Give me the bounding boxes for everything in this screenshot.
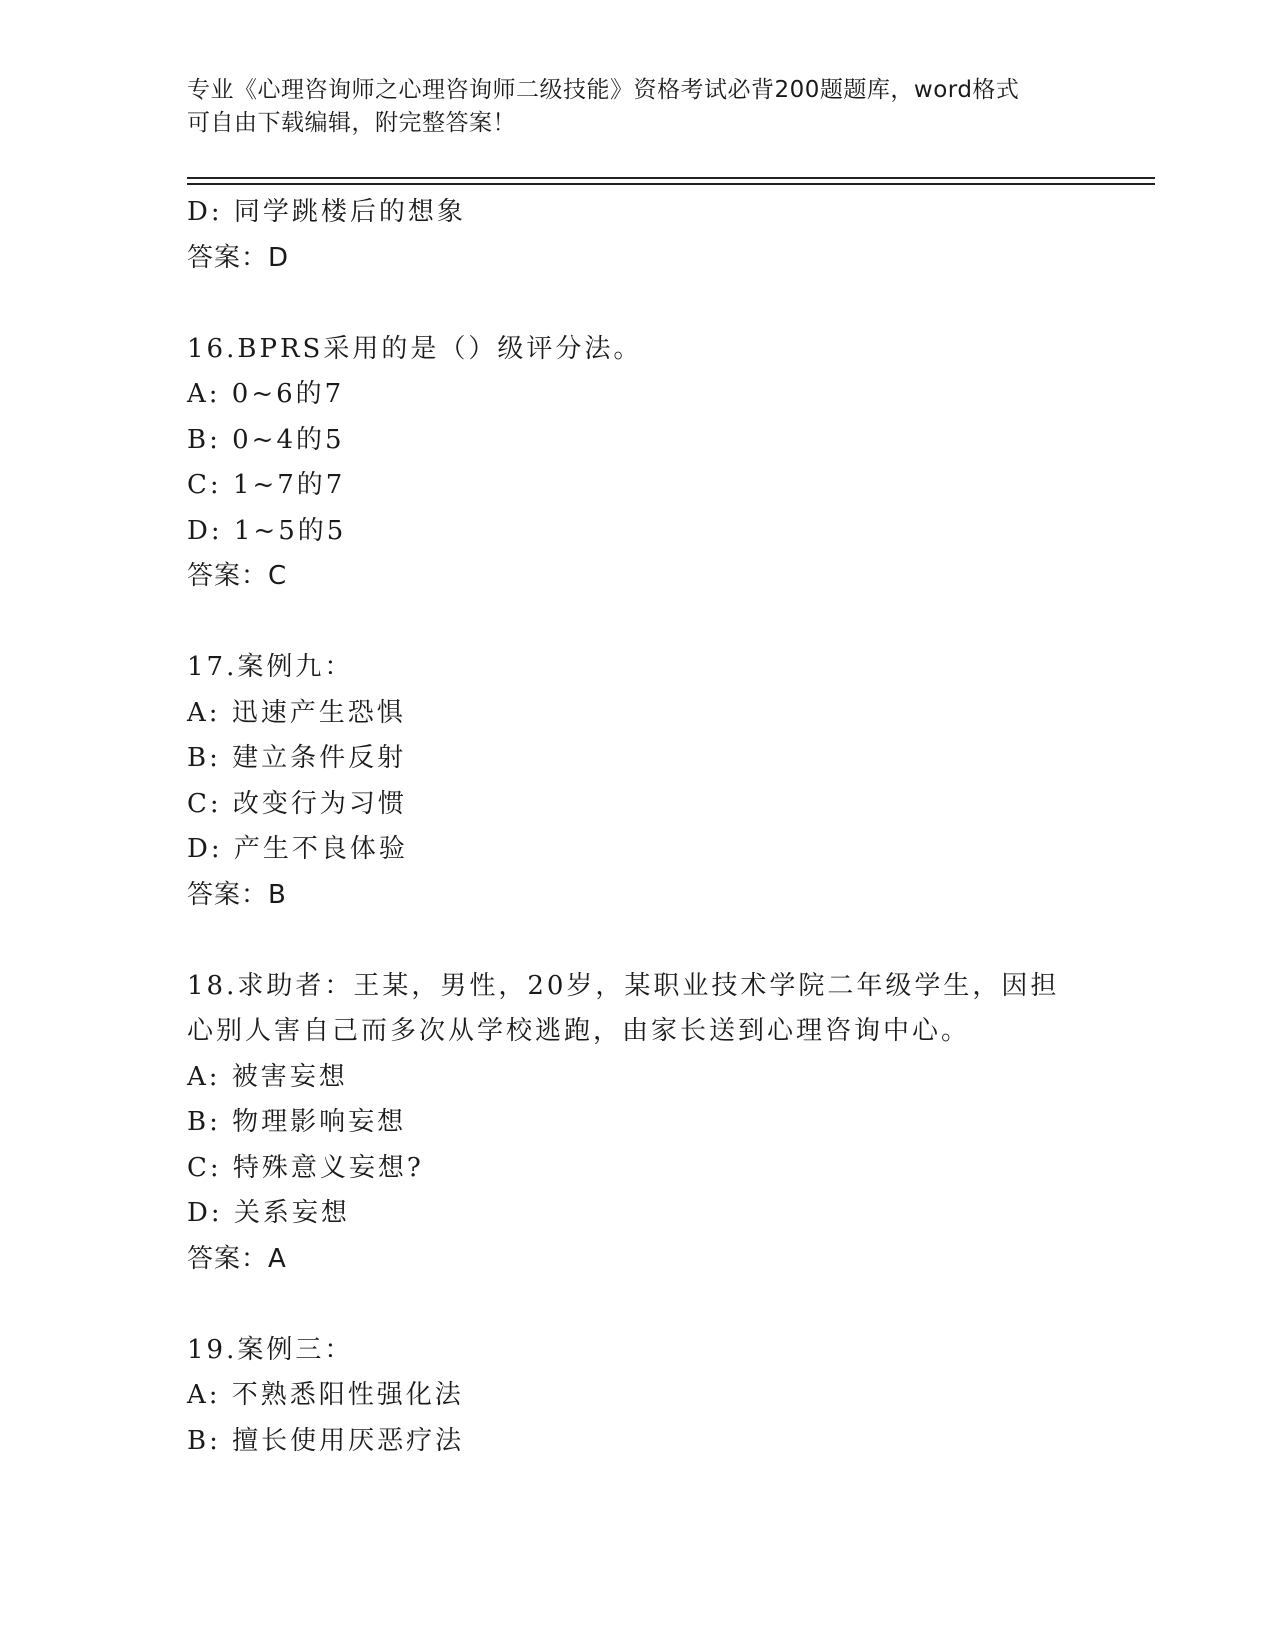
- option-b: B: 0~4的5: [187, 424, 345, 455]
- question-19: [187, 1328, 1087, 1465]
- question-list: [187, 190, 1087, 1464]
- header-line-2: 可自由下载编辑，附完整答案！: [187, 110, 516, 136]
- answer: 答案：B: [187, 879, 287, 910]
- option-d: D: 关系妄想: [187, 1198, 350, 1228]
- question-stem: 18.求助者：王某，男性，20岁，某职业技术学院二年级学生，因担心别人害自己而多次从学校逃跑，由家长送到心理咨询中心。: [187, 970, 1060, 1046]
- header-line-1: 专业《心理咨询师之心理咨询师二级技能》资格考试必背200题题库，word格式: [187, 77, 1020, 103]
- option-d: D: 1~5的5: [187, 515, 347, 546]
- option-a: A: 迅速产生恐惧: [187, 697, 406, 728]
- spacer: [187, 600, 1087, 646]
- question-stem: 16.BPRS采用的是（）级评分法。: [187, 333, 643, 364]
- spacer: [187, 918, 1087, 964]
- question-18: [187, 964, 1087, 1283]
- question-16: [187, 327, 1087, 600]
- question-stem: 17.案例九：: [187, 652, 354, 682]
- option-d: D: 产生不良体验: [187, 834, 408, 864]
- option-b: B: 建立条件反射: [187, 743, 407, 773]
- option-a: A: 0~6的7: [187, 379, 345, 409]
- option-b: B: 擅长使用厌恶疗法: [187, 1425, 465, 1456]
- question-15: [187, 190, 1087, 281]
- option-c: C: 1~7的7: [187, 470, 346, 500]
- document-header: [187, 74, 1087, 140]
- option-a: A: 被害妄想: [187, 1061, 348, 1092]
- option-b: B: 物理影响妄想: [187, 1107, 407, 1137]
- header-divider-top: [187, 177, 1155, 179]
- question-17: [187, 645, 1087, 918]
- option-c: C: 特殊意义妄想?: [187, 1152, 424, 1183]
- answer: 答案：D: [187, 242, 290, 273]
- option-d: D: 同学跳楼后的想象: [187, 197, 466, 227]
- question-stem: 19.案例三：: [187, 1334, 354, 1365]
- header-divider-bottom: [187, 183, 1155, 185]
- answer: 答案：A: [187, 1243, 287, 1274]
- spacer: [187, 1282, 1087, 1328]
- spacer: [187, 281, 1087, 327]
- answer: 答案：C: [187, 561, 288, 591]
- option-c: C: 改变行为习惯: [187, 788, 407, 819]
- option-a: A: 不熟悉阳性强化法: [187, 1380, 464, 1410]
